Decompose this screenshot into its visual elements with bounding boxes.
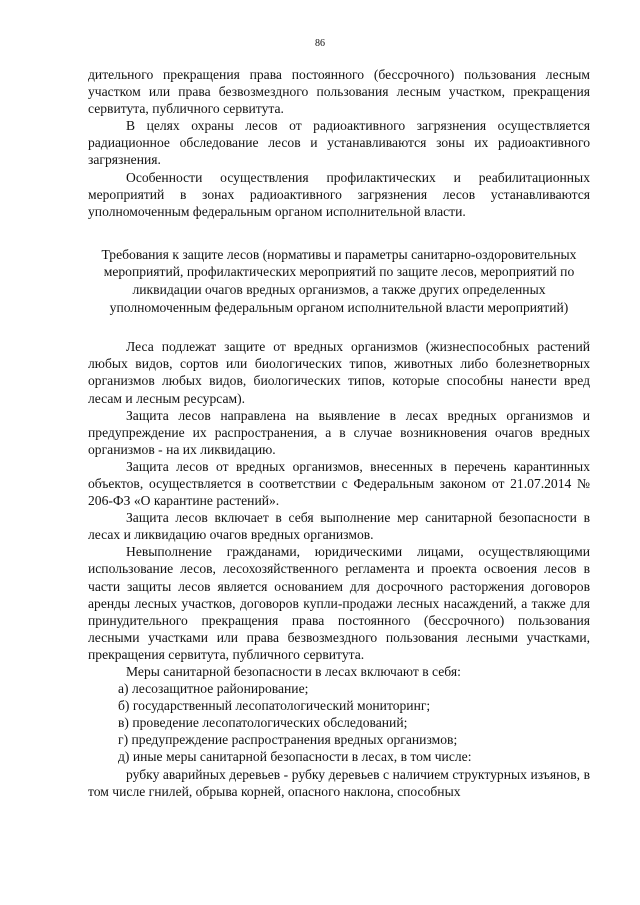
paragraph: Невыполнение гражданами, юридическими лицами, осуществляющими использование лесов, лесохозяйственного регламента и проекта освоения лесов в части защиты лесов является основанием для досрочного расторжения договоров аренды лесных участков, договоров купли-продажи лесных насаждений, а также для принудительного прекращения права постоянного (бессрочного) пользования лесными участками или права безвозмездного пользования лесными участками, прекращения сервитута, публичного сервитута. xyxy=(88,544,590,662)
document-body xyxy=(88,66,590,799)
list-item: г) предупреждение распространения вредных организмов; xyxy=(118,732,458,748)
list-item: д) иные меры санитарной безопасности в лесах, в том числе: xyxy=(118,749,472,765)
paragraph: Защита лесов включает в себя выполнение мер санитарной безопасности в лесах и ликвидацию очагов вредных организмов. xyxy=(88,510,590,543)
list-item: а) лесозащитное районирование; xyxy=(118,681,309,697)
list-item: в) проведение лесопатологических обследований; xyxy=(118,715,408,731)
page-number: 86 xyxy=(315,38,325,49)
paragraph: Леса подлежат защите от вредных организмов (жизнеспособных растений любых видов, сортов или биологических типов, животных либо болезнетворных организмов любых видов, биологических типов, которые способны нанести вред лесам и лесным ресурсам). xyxy=(88,339,590,406)
paragraph: дительного прекращения права постоянного (бессрочного) пользования лесным участком или права безвозмездного пользования лесным участком, прекращения сервитута, публичного сервитута. xyxy=(88,67,590,117)
section-heading: Требования к защите лесов (нормативы и параметры санитарно-оздоровительных мероприятий, профилактических мероприятий по защите лесов, мероприятий по ликвидации очагов вредных организмов, а также других определенных уполномоченным федеральным органом исполнительной власти мероприятий) xyxy=(101,246,577,315)
paragraph: Особенности осуществления профилактических и реабилитационных мероприятий в зонах радиоактивного загрязнения лесов устанавливаются уполномоченным федеральным органом исполнительной власти. xyxy=(88,169,590,219)
paragraph: Защита лесов от вредных организмов, внесенных в перечень карантинных объектов, осуществляется в соответствии с Федеральным законом от 21.07.2014 № 206-ФЗ «О карантине растений». xyxy=(88,458,590,509)
paragraph: Защита лесов направлена на выявление в лесах вредных организмов и предупреждение их распространения, а в случае возникновения очагов вредных организмов - на их ликвидацию. xyxy=(88,407,590,457)
paragraph: В целях охраны лесов от радиоактивного загрязнения осуществляется радиационное обследование лесов и устанавливаются зоны их радиоактивного загрязнения. xyxy=(88,118,590,168)
paragraph: рубку аварийных деревьев - рубку деревьев с наличием структурных изъянов, в том числе гнилей, обрыва корней, опасного наклона, способных xyxy=(88,766,590,799)
list-item: б) государственный лесопатологический мониторинг; xyxy=(118,698,431,714)
paragraph: Меры санитарной безопасности в лесах включают в себя: xyxy=(126,664,461,679)
